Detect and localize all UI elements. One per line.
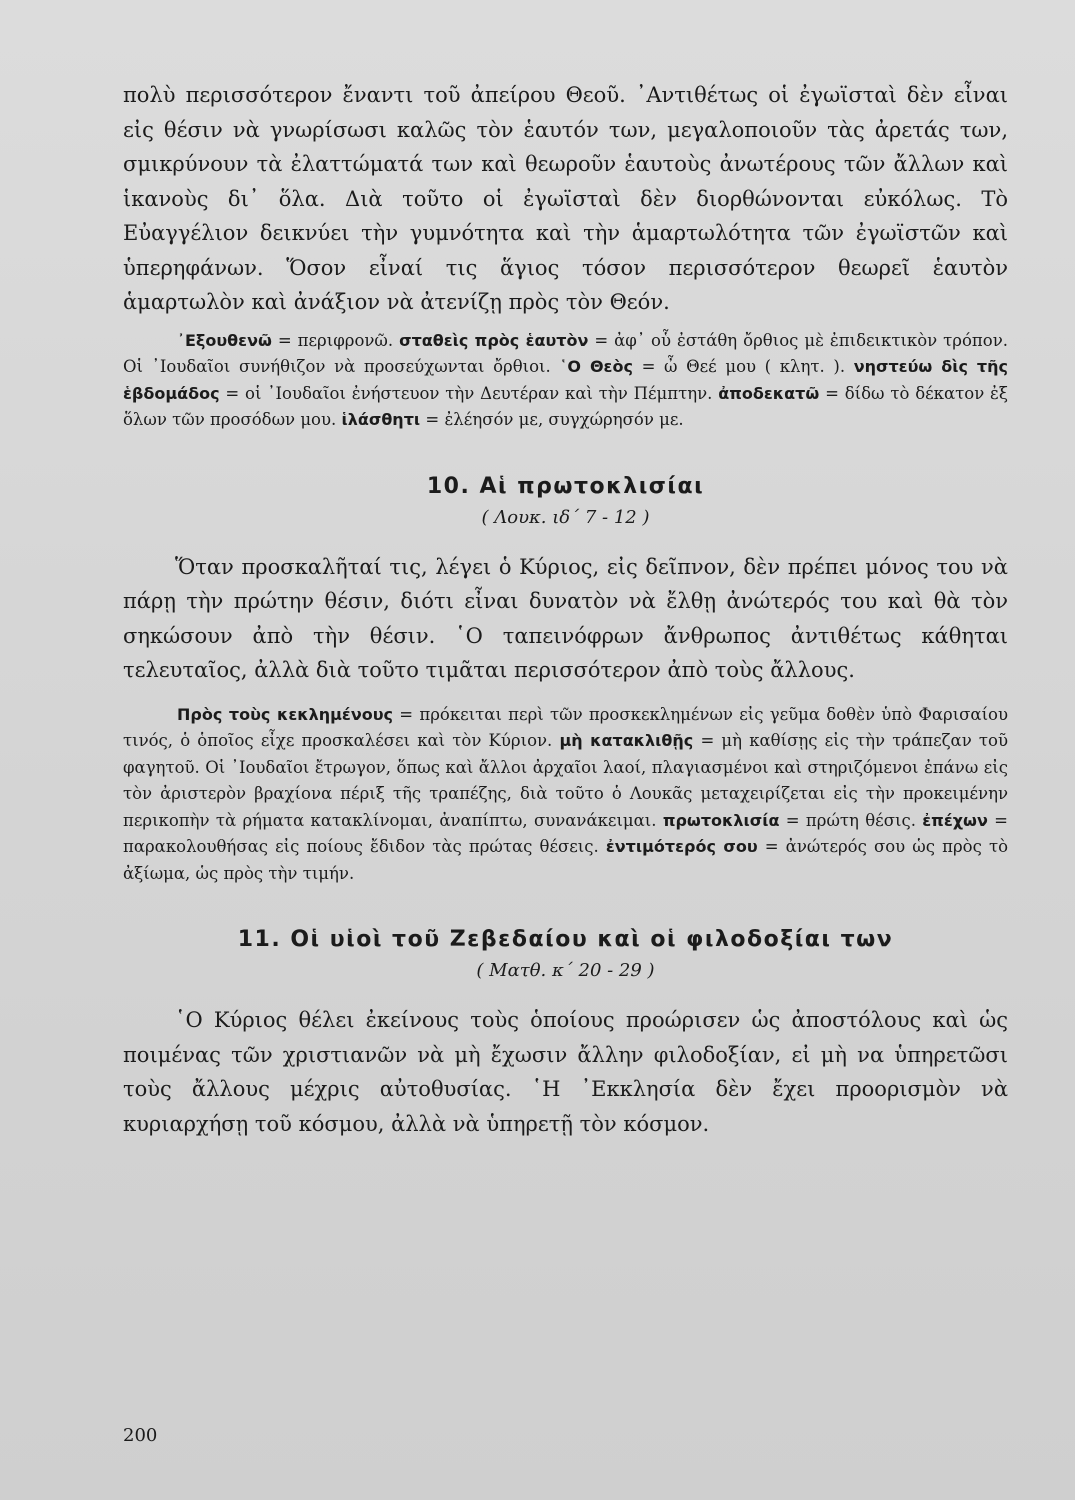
intro-paragraph: πολὺ περισσότερον ἔναντι τοῦ ἀπείρου Θεοῦ. ᾿Αντιθέτως οἱ ἐγωϊσταὶ δὲν εἶναι εἰς θέσιν νὰ γνωρίσωσι καλῶς τὸν ἑαυτόν των, μεγαλοποιοῦν τὰς ἀρετάς των, σμικρύνουν τὰ ἐλαττώματά των καὶ θεωροῦν ἑαυτοὺς ἀνωτέρους τῶν ἄλλων καὶ ἱκανοὺς δι᾿ ὅλα. Διὰ τοῦτο οἱ ἐγωϊσταὶ δὲν διορθώνονται εὐκόλως. Τὸ Εὐαγγέλιον δεικνύει τὴν γυμνότητα καὶ τὴν ἁμαρτωλότητα τῶν ἐγωϊστῶν καὶ ὑπερηφάνων. Ὅσον εἶναί τις ἅγιος τόσον περισσότερον θεωρεῖ ἑαυτὸν ἁμαρτωλὸν καὶ ἀνάξιον νὰ ἀτενίζῃ πρὸς τὸν Θεόν. (123, 83, 1008, 314)
term: ἐπέχων (922, 810, 988, 830)
definition: = ὦ Θεέ μου ( κλητ. ). (632, 357, 854, 376)
term: ᾿Εξουθενῶ (177, 330, 272, 350)
term: νηστεύω δὶς τῆς ἑβδομάδος (123, 357, 1009, 403)
term: ἀποδεκατῶ (718, 383, 820, 403)
term: Πρὸς τοὺς κεκλημένους (177, 704, 394, 724)
term: σταθεὶς πρὸς ἑαυτὸν (399, 330, 589, 350)
definition: = περιφρονῶ. (271, 330, 400, 350)
text-column (123, 78, 1008, 1141)
term: μὴ κατακλιθῇς (559, 731, 694, 750)
page-number: 200 (123, 1425, 158, 1446)
section-11-paragraph: ῾Ο Κύριος θέλει ἐκείνους τοὺς ὁποίους προώρισεν ὡς ἀποστόλους καὶ ὡς ποιμένας τῶν χριστιανῶν νὰ μὴ ἔχωσιν ἄλλην φιλοδοξίαν, εἰ μὴ να ὑπηρετῶσι τοὺς ἄλλους μέχρις αὐτοθυσίας. ῾Η ᾿Εκκλησία δὲν ἔχει προορισμὸν νὰ κυριαρχήσῃ τοῦ κόσμου, ἀλλὰ νὰ ὑπηρετῇ τὸν κόσμον. (123, 1008, 1008, 1136)
section-10-reference: ( Λουκ. ιδ΄ 7 - 12 ) (481, 506, 650, 528)
section-11-reference: ( Ματθ. κ΄ 20 - 29 ) (476, 960, 655, 981)
term: πρωτοκλισία (662, 810, 780, 830)
definition: = δίδω τὸ δέκατον ἐξ ὅλων τῶν προσόδων μου. (123, 383, 1008, 429)
glossary-notes-1 (123, 328, 1008, 434)
definition: = πρόκειται περὶ τῶν προσκεκλημένων εἰς γεῦμα δοθὲν ὑπὸ Φαρισαίου τινός, ὁ ὁποῖος εἶχε προσκαλέσει καὶ τὸν Κύριον. (123, 704, 1009, 750)
term: ῾Ο Θεὸς (559, 357, 633, 376)
definition: = ἀφ᾿ οὗ ἐστάθη ὄρθιος μὲ ἐπιδεικτικὸν τρόπον. Οἱ ᾿Ιουδαῖοι συνήθιζον νὰ προσεύχωνται ὄρθιοι. (123, 330, 1008, 376)
definition: = παρακολουθήσας εἰς ποίους ἔδιδον τὰς πρώτας θέσεις. (123, 810, 1008, 856)
definition: = ἐλέησόν με, συγχώρησόν με. (420, 410, 684, 429)
definition: = ἀνώτερός σου ὡς πρὸς τὸ ἀξίωμα, ὡς πρὸς τὴν τιμήν. (123, 837, 1009, 883)
definition: = μὴ καθίσῃς εἰς τὴν τράπεζαν τοῦ φαγητοῦ. Οἱ ᾿Ιουδαῖοι ἔτρωγον, ὅπως καὶ ἄλλοι ἀρχαῖοι λαοί, πλαγιασμένοι καὶ στηριζόμενοι ἐπάνω εἰς τὸν ἀριστερὸν βραχίονα πέριξ τῆς τραπέζης, διὰ τοῦτο ὁ Λουκᾶς μεταχειρίζεται εἰς τὴν προκειμένην περικοπὴν τὰ ρήματα κατακλίνομαι, ἀναπίπτω, συνανάκειμαι. (123, 731, 1008, 830)
term: ἐντιμότερός σου (605, 837, 758, 856)
term: ἱλάσθητι (341, 410, 421, 429)
section-10-paragraph: Ὅταν προσκαλῆταί τις, λέγει ὁ Κύριος, εἰς δεῖπνον, δὲν πρέπει μόνος του νὰ πάρῃ τὴν πρώτην θέσιν, διότι εἶναι δυνατὸν νὰ ἔλθῃ ἀνώτερός του καὶ θὰ τὸν σηκώσουν ἀπὸ τὴν θέσιν. ῾Ο ταπεινόφρων ἄνθρωπος ἀντιθέτως κάθηται τελευταῖος, ἀλλὰ διὰ τοῦτο τιμᾶται περισσότερον ἀπὸ τοὺς ἄλλους. (123, 554, 1008, 682)
glossary-notes-2 (123, 702, 1008, 888)
section-11-title: 11. Οἱ υἱοὶ τοῦ Ζεβεδαίου καὶ οἱ φιλοδοξίαι των (237, 927, 894, 952)
section-10-title: 10. Αἱ πρωτοκλισίαι (426, 473, 705, 499)
definition: = πρώτη θέσις. (779, 810, 923, 830)
definition: = οἱ ᾿Ιουδαῖοι ἐνήστευον τὴν Δευτέραν καὶ τὴν Πέμπτην. (219, 383, 719, 403)
